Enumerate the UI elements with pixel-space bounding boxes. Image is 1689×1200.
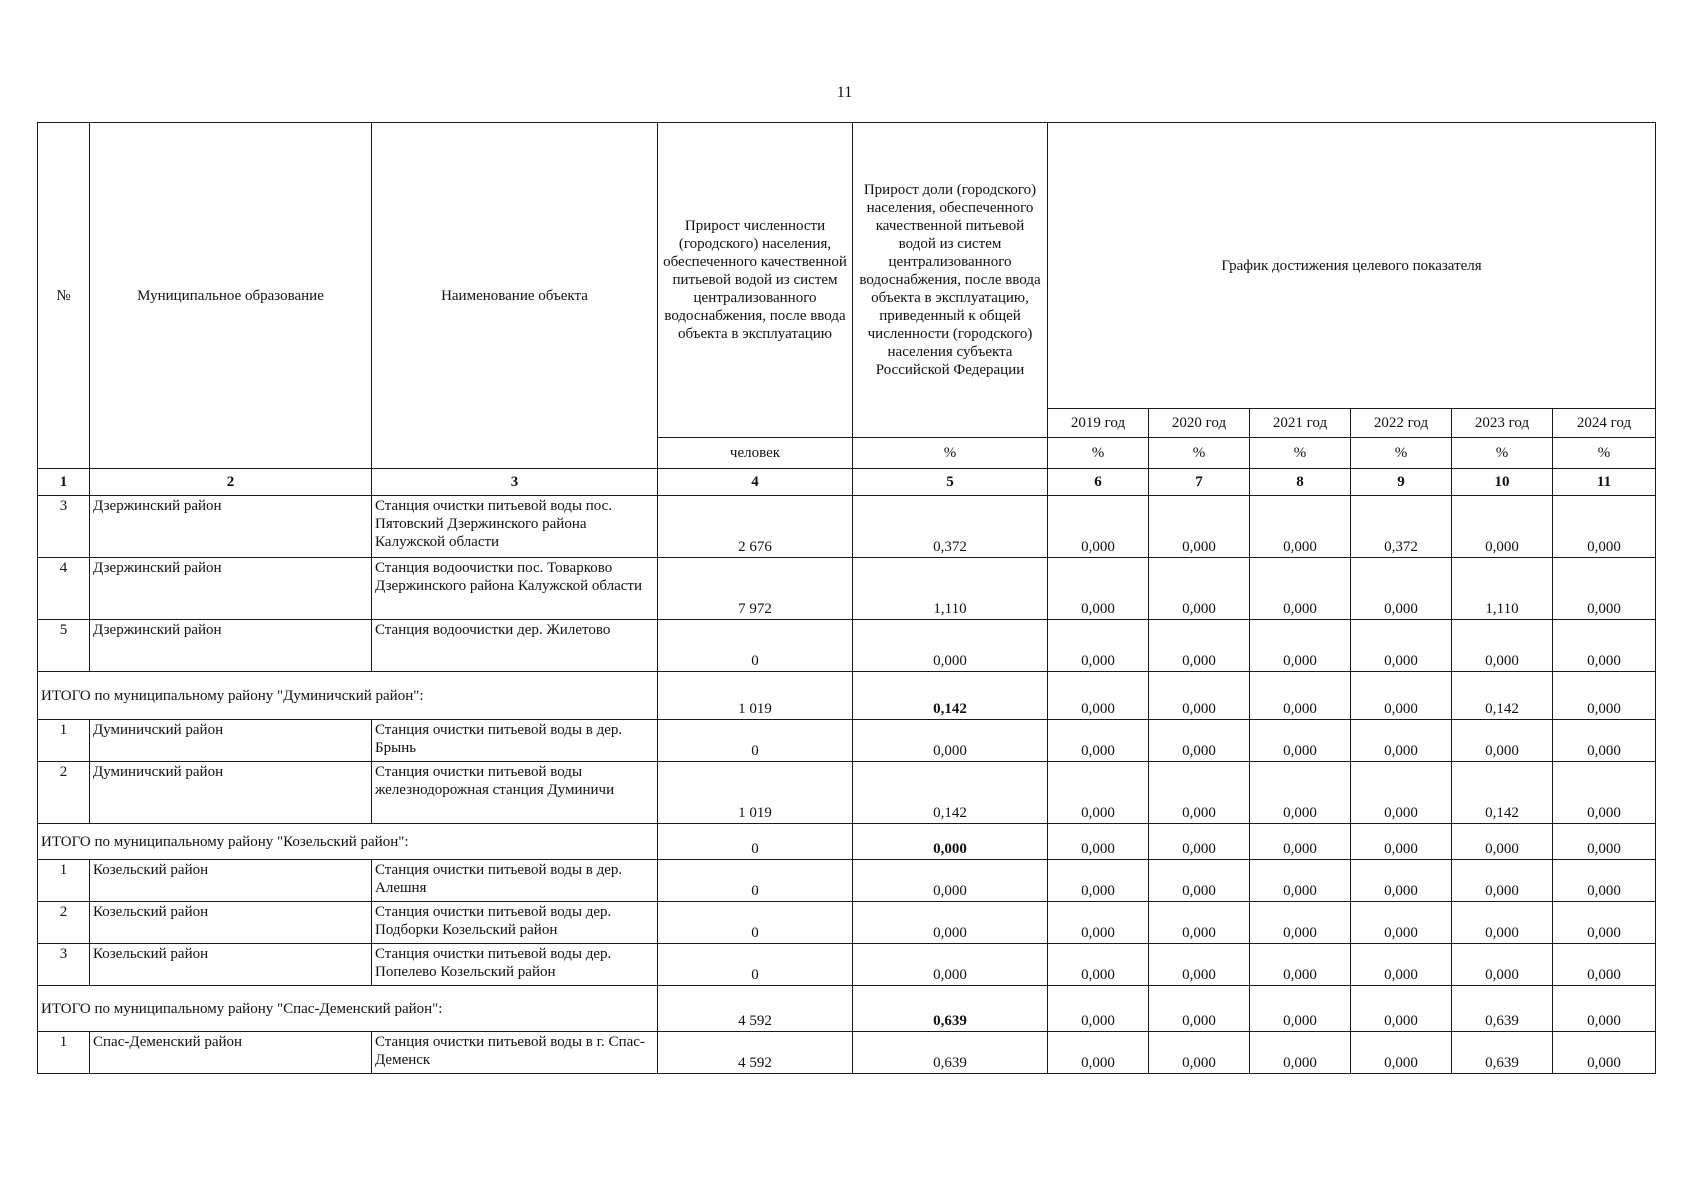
unit-people: человек bbox=[658, 438, 853, 469]
year-2019: 2019 год bbox=[1048, 409, 1149, 438]
year-value-2024: 0,000 bbox=[1553, 824, 1656, 860]
total-label: ИТОГО по муниципальному району "Спас-Деменский район": bbox=[38, 986, 658, 1032]
year-value-2023: 0,000 bbox=[1452, 496, 1553, 558]
column-number: 9 bbox=[1351, 469, 1452, 496]
year-value-2021: 0,000 bbox=[1250, 1032, 1351, 1074]
row-people: 7 972 bbox=[658, 558, 853, 620]
year-value-2019: 0,000 bbox=[1048, 762, 1149, 824]
year-2020: 2020 год bbox=[1149, 409, 1250, 438]
year-value-2022: 0,000 bbox=[1351, 720, 1452, 762]
table-row bbox=[38, 944, 1656, 986]
row-people: 1 019 bbox=[658, 762, 853, 824]
year-value-2021: 0,000 bbox=[1250, 620, 1351, 672]
column-number: 6 bbox=[1048, 469, 1149, 496]
year-value-2024: 0,000 bbox=[1553, 720, 1656, 762]
row-number: 2 bbox=[38, 762, 90, 824]
year-value-2020: 0,000 bbox=[1149, 944, 1250, 986]
row-object: Станция очистки питьевой воды в г. Спас-Деменск bbox=[372, 1032, 658, 1074]
header-object: Наименование объекта bbox=[372, 123, 658, 469]
row-municipality: Дзержинский район bbox=[90, 620, 372, 672]
year-value-2022: 0,372 bbox=[1351, 496, 1452, 558]
row-people: 0 bbox=[658, 944, 853, 986]
year-value-2023: 0,639 bbox=[1452, 986, 1553, 1032]
year-value-2020: 0,000 bbox=[1149, 902, 1250, 944]
year-value-2024: 0,000 bbox=[1553, 902, 1656, 944]
year-value-2019: 0,000 bbox=[1048, 558, 1149, 620]
year-value-2023: 0,142 bbox=[1452, 762, 1553, 824]
year-2021: 2021 год bbox=[1250, 409, 1351, 438]
row-share: 0,000 bbox=[853, 860, 1048, 902]
year-value-2022: 0,000 bbox=[1351, 860, 1452, 902]
table-row bbox=[38, 620, 1656, 672]
table-row bbox=[38, 1032, 1656, 1074]
unit-percent: % bbox=[1048, 438, 1149, 469]
year-value-2022: 0,000 bbox=[1351, 902, 1452, 944]
year-value-2020: 0,000 bbox=[1149, 672, 1250, 720]
row-share: 0,000 bbox=[853, 902, 1048, 944]
row-object: Станция очистки питьевой воды дер. Подборки Козельский район bbox=[372, 902, 658, 944]
row-object: Станция очистки питьевой воды в дер. Брынь bbox=[372, 720, 658, 762]
total-people: 0 bbox=[658, 824, 853, 860]
year-value-2020: 0,000 bbox=[1149, 860, 1250, 902]
year-value-2021: 0,000 bbox=[1250, 496, 1351, 558]
table-row bbox=[38, 558, 1656, 620]
year-value-2020: 0,000 bbox=[1149, 496, 1250, 558]
row-share: 0,142 bbox=[853, 762, 1048, 824]
table-row bbox=[38, 902, 1656, 944]
year-value-2023: 0,000 bbox=[1452, 944, 1553, 986]
header-no: № bbox=[38, 123, 90, 469]
unit-percent: % bbox=[1149, 438, 1250, 469]
row-number: 1 bbox=[38, 860, 90, 902]
row-object: Станция водоочистки дер. Жилетово bbox=[372, 620, 658, 672]
row-people: 0 bbox=[658, 720, 853, 762]
year-value-2020: 0,000 bbox=[1149, 762, 1250, 824]
year-value-2021: 0,000 bbox=[1250, 824, 1351, 860]
row-number: 2 bbox=[38, 902, 90, 944]
header-municipality: Муниципальное образование bbox=[90, 123, 372, 469]
year-value-2019: 0,000 bbox=[1048, 986, 1149, 1032]
row-municipality: Козельский район bbox=[90, 860, 372, 902]
column-number: 2 bbox=[90, 469, 372, 496]
header-schedule: График достижения целевого показателя bbox=[1048, 123, 1656, 409]
total-row bbox=[38, 986, 1656, 1032]
row-number: 1 bbox=[38, 720, 90, 762]
year-value-2019: 0,000 bbox=[1048, 944, 1149, 986]
row-number: 3 bbox=[38, 496, 90, 558]
year-value-2024: 0,000 bbox=[1553, 496, 1656, 558]
target-indicator-table bbox=[37, 122, 1656, 1074]
year-value-2023: 1,110 bbox=[1452, 558, 1553, 620]
row-municipality: Дзержинский район bbox=[90, 558, 372, 620]
total-label: ИТОГО по муниципальному району "Козельский район": bbox=[38, 824, 658, 860]
year-value-2020: 0,000 bbox=[1149, 620, 1250, 672]
year-value-2023: 0,000 bbox=[1452, 902, 1553, 944]
table-row bbox=[38, 496, 1656, 558]
year-value-2022: 0,000 bbox=[1351, 824, 1452, 860]
header-row bbox=[38, 123, 1656, 409]
total-share: 0,639 bbox=[853, 986, 1048, 1032]
row-people: 2 676 bbox=[658, 496, 853, 558]
column-number: 3 bbox=[372, 469, 658, 496]
row-object: Станция водоочистки пос. Товарково Дзержинского района Калужской области bbox=[372, 558, 658, 620]
year-value-2022: 0,000 bbox=[1351, 1032, 1452, 1074]
table-row bbox=[38, 860, 1656, 902]
year-value-2020: 0,000 bbox=[1149, 824, 1250, 860]
row-people: 4 592 bbox=[658, 1032, 853, 1074]
header-growth-people: Прирост численности (городского) населения, обеспеченного качественной питьевой водой из систем централизованного водоснабжения, после ввода объекта в эксплуатацию bbox=[658, 123, 853, 438]
year-2024: 2024 год bbox=[1553, 409, 1656, 438]
column-number-row bbox=[38, 469, 1656, 496]
year-value-2019: 0,000 bbox=[1048, 1032, 1149, 1074]
row-object: Станция очистки питьевой воды в дер. Алешня bbox=[372, 860, 658, 902]
total-share: 0,000 bbox=[853, 824, 1048, 860]
year-value-2021: 0,000 bbox=[1250, 672, 1351, 720]
total-people: 1 019 bbox=[658, 672, 853, 720]
header-growth-share: Прирост доли (городского) населения, обеспеченного качественной питьевой водой из систем централизованного водоснабжения, после ввода объекта в эксплуатацию, приведенный к общей численности (городского) населения субъекта Российской Федерации bbox=[853, 123, 1048, 438]
year-value-2019: 0,000 bbox=[1048, 902, 1149, 944]
row-municipality: Дзержинский район bbox=[90, 496, 372, 558]
row-municipality: Спас-Деменский район bbox=[90, 1032, 372, 1074]
unit-percent: % bbox=[1250, 438, 1351, 469]
table-row bbox=[38, 762, 1656, 824]
row-object: Станция очистки питьевой воды дер. Попелево Козельский район bbox=[372, 944, 658, 986]
unit-percent: % bbox=[1553, 438, 1656, 469]
total-people: 4 592 bbox=[658, 986, 853, 1032]
year-value-2020: 0,000 bbox=[1149, 558, 1250, 620]
row-share: 0,000 bbox=[853, 720, 1048, 762]
row-municipality: Козельский район bbox=[90, 944, 372, 986]
year-value-2019: 0,000 bbox=[1048, 824, 1149, 860]
unit-percent: % bbox=[1351, 438, 1452, 469]
row-people: 0 bbox=[658, 620, 853, 672]
year-value-2021: 0,000 bbox=[1250, 720, 1351, 762]
year-value-2024: 0,000 bbox=[1553, 762, 1656, 824]
row-share: 0,000 bbox=[853, 620, 1048, 672]
row-share: 0,000 bbox=[853, 944, 1048, 986]
year-2022: 2022 год bbox=[1351, 409, 1452, 438]
unit-percent: % bbox=[1452, 438, 1553, 469]
year-2023: 2023 год bbox=[1452, 409, 1553, 438]
column-number: 1 bbox=[38, 469, 90, 496]
page-number: 11 bbox=[836, 84, 853, 101]
total-row bbox=[38, 672, 1656, 720]
year-value-2023: 0,000 bbox=[1452, 620, 1553, 672]
column-number: 7 bbox=[1149, 469, 1250, 496]
row-share: 0,639 bbox=[853, 1032, 1048, 1074]
year-value-2020: 0,000 bbox=[1149, 1032, 1250, 1074]
year-value-2021: 0,000 bbox=[1250, 986, 1351, 1032]
row-municipality: Думиничский район bbox=[90, 762, 372, 824]
year-value-2024: 0,000 bbox=[1553, 558, 1656, 620]
year-value-2021: 0,000 bbox=[1250, 860, 1351, 902]
year-value-2023: 0,639 bbox=[1452, 1032, 1553, 1074]
row-number: 1 bbox=[38, 1032, 90, 1074]
year-value-2021: 0,000 bbox=[1250, 558, 1351, 620]
column-number: 10 bbox=[1452, 469, 1553, 496]
year-value-2022: 0,000 bbox=[1351, 558, 1452, 620]
year-value-2022: 0,000 bbox=[1351, 672, 1452, 720]
row-municipality: Козельский район bbox=[90, 902, 372, 944]
year-value-2019: 0,000 bbox=[1048, 620, 1149, 672]
year-value-2022: 0,000 bbox=[1351, 986, 1452, 1032]
year-value-2024: 0,000 bbox=[1553, 1032, 1656, 1074]
year-value-2024: 0,000 bbox=[1553, 672, 1656, 720]
row-number: 5 bbox=[38, 620, 90, 672]
year-value-2024: 0,000 bbox=[1553, 986, 1656, 1032]
year-value-2020: 0,000 bbox=[1149, 720, 1250, 762]
year-value-2019: 0,000 bbox=[1048, 672, 1149, 720]
year-value-2022: 0,000 bbox=[1351, 944, 1452, 986]
row-people: 0 bbox=[658, 902, 853, 944]
year-value-2024: 0,000 bbox=[1553, 944, 1656, 986]
year-value-2024: 0,000 bbox=[1553, 620, 1656, 672]
year-value-2023: 0,000 bbox=[1452, 720, 1553, 762]
table-row bbox=[38, 720, 1656, 762]
column-number: 8 bbox=[1250, 469, 1351, 496]
year-value-2023: 0,000 bbox=[1452, 860, 1553, 902]
year-value-2024: 0,000 bbox=[1553, 860, 1656, 902]
unit-percent: % bbox=[853, 438, 1048, 469]
row-number: 3 bbox=[38, 944, 90, 986]
year-value-2019: 0,000 bbox=[1048, 720, 1149, 762]
year-value-2020: 0,000 bbox=[1149, 986, 1250, 1032]
row-object: Станция очистки питьевой воды железнодорожная станция Думиничи bbox=[372, 762, 658, 824]
column-number: 4 bbox=[658, 469, 853, 496]
year-value-2021: 0,000 bbox=[1250, 902, 1351, 944]
row-number: 4 bbox=[38, 558, 90, 620]
column-number: 5 bbox=[853, 469, 1048, 496]
year-value-2019: 0,000 bbox=[1048, 496, 1149, 558]
row-object: Станция очистки питьевой воды пос. Пятовский Дзержинского района Калужской области bbox=[372, 496, 658, 558]
year-value-2023: 0,142 bbox=[1452, 672, 1553, 720]
year-value-2022: 0,000 bbox=[1351, 620, 1452, 672]
row-share: 1,110 bbox=[853, 558, 1048, 620]
row-share: 0,372 bbox=[853, 496, 1048, 558]
row-people: 0 bbox=[658, 860, 853, 902]
column-number: 11 bbox=[1553, 469, 1656, 496]
year-value-2021: 0,000 bbox=[1250, 944, 1351, 986]
year-value-2021: 0,000 bbox=[1250, 762, 1351, 824]
total-share: 0,142 bbox=[853, 672, 1048, 720]
total-label: ИТОГО по муниципальному району "Думиничский район": bbox=[38, 672, 658, 720]
year-value-2023: 0,000 bbox=[1452, 824, 1553, 860]
year-value-2019: 0,000 bbox=[1048, 860, 1149, 902]
year-value-2022: 0,000 bbox=[1351, 762, 1452, 824]
total-row bbox=[38, 824, 1656, 860]
row-municipality: Думиничский район bbox=[90, 720, 372, 762]
